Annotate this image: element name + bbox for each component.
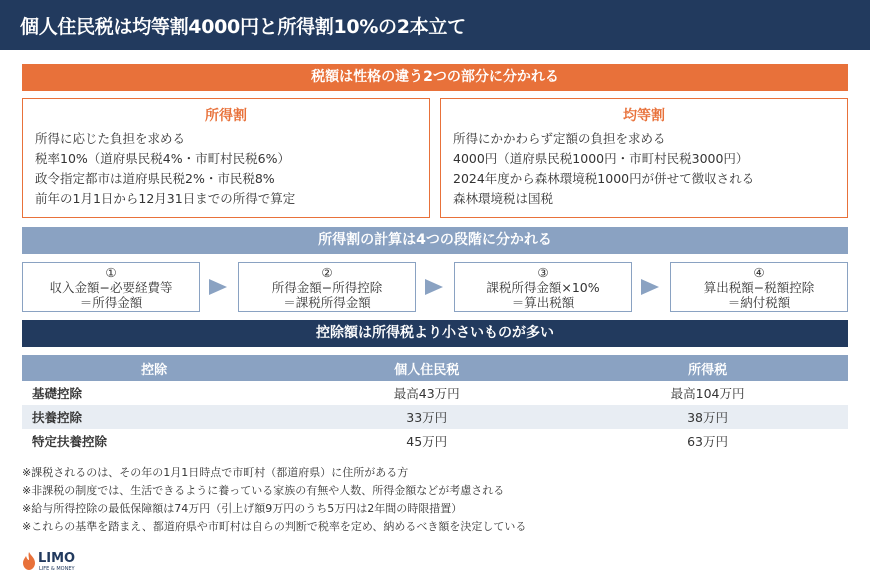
resident-tax-amount: 最高43万円	[393, 386, 460, 401]
resident-tax-amount: 45万円	[406, 434, 448, 449]
income-levy-title: 所得割	[205, 108, 247, 124]
table-header-row	[22, 355, 848, 381]
column-header-income-tax: 所得税	[567, 355, 848, 381]
per-capita-levy-line: 2024年度から森林環境税1000円が併せて徴収される	[453, 171, 755, 186]
step-arrow-icon	[209, 279, 227, 295]
logo-tagline: LIFE & MONEY	[39, 566, 75, 572]
column-header-deduction: 控除	[22, 355, 286, 381]
table-row	[22, 381, 848, 405]
income-levy-line: 前年の1月1日から12月31日までの所得で算定	[35, 191, 296, 206]
step-arrow-icon	[425, 279, 443, 295]
step-result: ＝課税所得金額	[283, 295, 371, 310]
income-tax-amount: 最高104万円	[670, 386, 745, 401]
footnotes	[22, 464, 526, 536]
title-bar	[0, 0, 870, 50]
resident-tax-amount: 33万円	[286, 405, 567, 429]
per-capita-levy-box	[440, 98, 848, 218]
section-heading-deductions: 控除額は所得税より小さいものが多い	[22, 320, 848, 347]
step-result: ＝所得金額	[79, 295, 143, 310]
calc-step-1	[22, 262, 200, 312]
step-formula: 課税所得金額×10%	[486, 280, 600, 295]
page-title: 個人住民税は均等割4000円と所得割10%の2本立て	[20, 16, 466, 38]
step-number: ④	[753, 265, 765, 280]
logo-text: LIMO	[38, 551, 76, 566]
step-number: ①	[105, 265, 117, 280]
calc-step-4	[670, 262, 848, 312]
income-levy-line: 政令指定都市は道府県民税2%・市民税8%	[35, 171, 275, 186]
footnote: ※これらの基準を踏まえ、都道府県や市町村は自らの判断で税率を定め、納めるべき額を決定している	[22, 520, 527, 533]
step-number: ②	[321, 265, 333, 280]
per-capita-levy-line: 4000円（道府県民税1000円・市町村民税3000円）	[453, 151, 749, 166]
step-result: ＝納付税額	[727, 295, 791, 310]
column-header-resident-tax: 個人住民税	[286, 355, 567, 381]
deduction-name: 特定扶養控除	[32, 434, 108, 449]
step-arrow-icon	[641, 279, 659, 295]
income-tax-amount: 38万円	[567, 405, 848, 429]
section-heading-calculation: 所得割の計算は4つの段階に分かれる	[22, 227, 848, 254]
footnote: ※給与所得控除の最低保障額は74万円（引上げ額9万円のうち5万円は2年間の時限措置）	[22, 502, 463, 515]
table-row	[22, 429, 848, 453]
calc-step-2	[238, 262, 416, 312]
income-levy-line: 所得に応じた負担を求める	[35, 131, 186, 146]
limo-logo	[22, 550, 112, 578]
step-formula: 算出税額−税額控除	[703, 280, 815, 295]
per-capita-levy-line: 森林環境税は国税	[453, 191, 554, 206]
per-capita-levy-title: 均等割	[623, 108, 665, 124]
step-formula: 所得金額−所得控除	[271, 280, 383, 295]
footnote: ※課税されるのは、その年の1月1日時点で市町村（都道府県）に住所がある方	[22, 466, 409, 479]
footnote: ※非課税の制度では、生活できるように養っている家族の有無や人数、所得金額などが考慮される	[22, 484, 505, 497]
flame-icon	[22, 552, 36, 570]
income-levy-line: 税率10%（道府県民税4%・市町村民税6%）	[35, 151, 290, 166]
deduction-table	[22, 355, 848, 453]
income-tax-amount: 63万円	[687, 434, 729, 449]
deduction-name: 基礎控除	[32, 386, 83, 401]
calc-step-3	[454, 262, 632, 312]
table-row	[22, 405, 848, 429]
step-number: ③	[537, 265, 549, 280]
step-result: ＝算出税額	[511, 295, 575, 310]
income-levy-box	[22, 98, 430, 218]
section-heading-tax-parts: 税額は性格の違う2つの部分に分かれる	[22, 64, 848, 91]
step-formula: 収入金額−必要経費等	[49, 280, 173, 295]
deduction-name: 扶養控除	[22, 405, 286, 429]
per-capita-levy-line: 所得にかかわらず定額の負担を求める	[453, 131, 666, 146]
